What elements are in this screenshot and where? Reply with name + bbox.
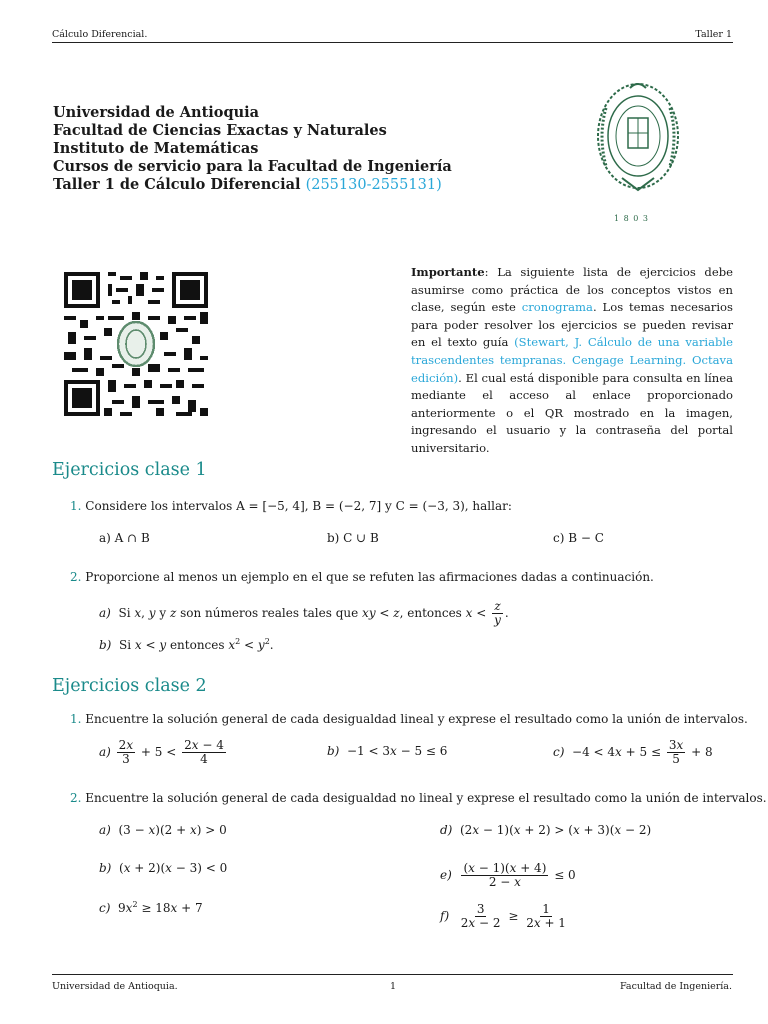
important-text-1: : La siguiente lista de ejercicios debe asumirse como práctica de los conceptos vistos en clase, según este	[411, 265, 733, 315]
footer-left: Universidad de Antioquia.	[52, 981, 178, 992]
page-number: 1	[390, 981, 397, 992]
title-workshop	[53, 176, 452, 194]
section-2-title: Ejercicios clase 2	[52, 676, 207, 696]
s2-q2-item-c: c) $9x^2 \ge 18x + 7$	[99, 900, 203, 915]
s2-q2-item-a: a) (3 − x)(2 + x) > 0	[99, 823, 227, 837]
s2-q1-item-c: c) −4 < 4x + 5 ≤ $\frac{3x}{5}$ + 8	[553, 738, 713, 766]
important-paragraph	[411, 264, 733, 458]
cronograma-link[interactable]: cronograma	[521, 300, 593, 315]
s2-q1	[70, 712, 748, 726]
important-text-2: . Los temas necesarios para poder resolver los ejercicios se pueden revisar en el texto guía	[411, 300, 733, 350]
s2-q2-item-e: e) $\frac{(x - 1)(x + 4)}{2 - x}$ ≤ 0	[440, 861, 576, 889]
seal-year: 1 8 0 3	[614, 214, 649, 223]
header-right: Taller 1	[695, 29, 732, 40]
s2-q1-item-b: b) −1 < 3x − 5 ≤ 6	[327, 744, 448, 758]
s1-q2	[70, 570, 654, 584]
s1-q1-text: Considere los intervalos A = [−5, 4], B = (−2, 7] y C = (−3, 3), hallar:	[85, 499, 512, 513]
s2-q1-number: 1.	[70, 712, 82, 726]
section-1-title: Ejercicios clase 1	[52, 460, 207, 480]
title-institute: Instituto de Matemáticas	[53, 140, 259, 157]
s2-q1-item-a: a) $\frac{2x}{3}$ + 5 < $\frac{2x - 4}{4}$	[99, 738, 224, 766]
s2-q2-item-f: f) $\frac{3}{2x - 2}$ ≥ $\frac{1}{2x + 1}$	[440, 902, 566, 930]
course-codes-link[interactable]: (255130-2555131)	[305, 177, 442, 193]
s1-q1	[70, 499, 512, 513]
title-university: Universidad de Antioquia	[53, 104, 260, 121]
s2-q1-text: Encuentre la solución general de cada desigualdad lineal y exprese el resultado como la unión de intervalos.	[85, 712, 748, 726]
s1-q1-item-c: c) B − C	[553, 531, 604, 545]
title-workshop-text: Taller 1 de Cálculo Diferencial	[53, 176, 301, 193]
s1-q2-text: Proporcione al menos un ejemplo en el que se refuten las afirmaciones dadas a continuación.	[85, 570, 654, 584]
footer-right: Facultad de Ingeniería.	[619, 981, 732, 992]
s2-q2-item-b: b) (x + 2)(x − 3) < 0	[99, 861, 228, 875]
university-seal-logo	[592, 78, 684, 208]
s1-q1-item-b: b) C ∪ B	[327, 531, 379, 545]
header-rule	[52, 42, 733, 43]
title-block	[53, 104, 452, 194]
important-text-3: . El cual está disponible para consulta en línea mediante el acceso al enlace proporcionado anteriormente o el QR mostrado en la imagen, ingresando el usuario y la contraseña del portal universitario.	[411, 370, 733, 455]
s2-q2-number: 2.	[70, 791, 82, 805]
title-courses: Cursos de servicio para la Facultad de Ingeniería	[53, 158, 452, 175]
stewart-book-link[interactable]: (Stewart, J. Cálculo de una variable trascendentes tempranas. Cengage Learning. Octava edición)	[411, 335, 733, 385]
header-left: Cálculo Diferencial.	[52, 29, 148, 40]
s2-q2-item-d: d) (2x − 1)(x + 2) > (x + 3)(x − 2)	[440, 823, 652, 837]
s2-q2-text: Encuentre la solución general de cada desigualdad no lineal y exprese el resultado como la unión de intervalos.	[85, 791, 767, 805]
footer-rule	[52, 974, 733, 975]
s1-q2-item-b: b) Si x < y entonces $x^2 < y^2$.	[99, 637, 274, 652]
s2-q2	[70, 791, 767, 805]
s1-q2-item-a: a) Si x, y y z son números reales tales que xy < z, entonces x < $\frac{z}{y}$ .	[99, 599, 509, 627]
s1-q2-number: 2.	[70, 570, 82, 584]
title-faculty: Facultad de Ciencias Exactas y Naturales	[53, 122, 387, 139]
s1-q1-number: 1.	[70, 499, 82, 513]
important-label: Importante	[411, 265, 485, 279]
qr-code[interactable]	[60, 267, 212, 421]
s1-q1-item-a: a) A ∩ B	[99, 531, 150, 545]
